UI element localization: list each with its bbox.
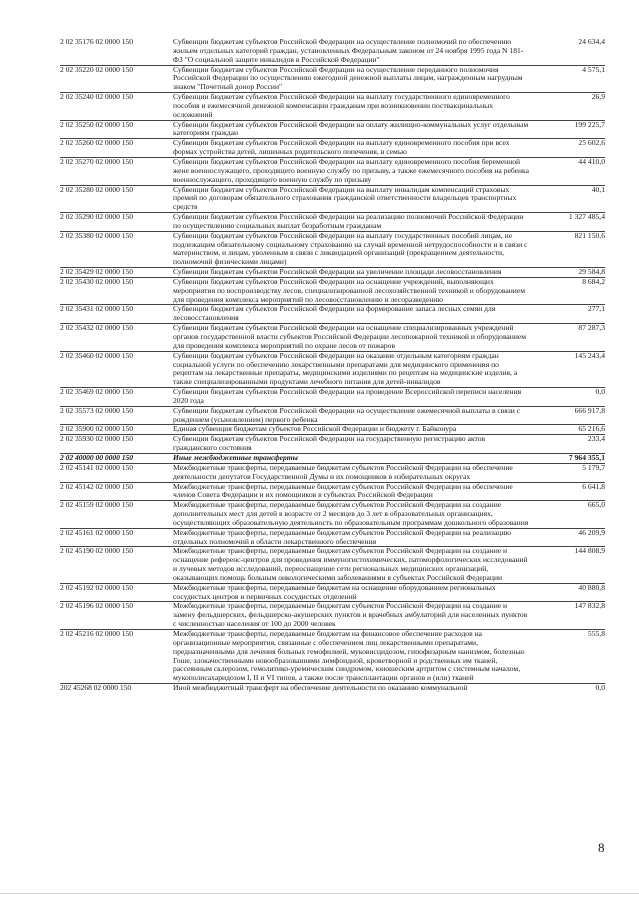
description-cell: Субвенции бюджетам субъектов Российской Федерации на проведение Всероссийской переписи населения 2020 года <box>173 388 530 407</box>
amount-cell: 7 964 355,1 <box>530 453 605 463</box>
table-row <box>60 435 605 454</box>
budget-code-cell: 2 02 35429 02 0000 150 <box>60 268 173 278</box>
table-row <box>60 324 605 352</box>
table-row <box>60 93 605 121</box>
budget-code-cell: 2 02 45142 02 0000 150 <box>60 482 173 501</box>
description-cell: Субвенции бюджетам субъектов Российской Федерации на выплату государственных пособий лицам, не подлежащим обязательному социальному страхованию на случай временной нетрудоспособности и в связи с материнством, и лицам, уволенным в связи с ликвидацией организаций (прекращением деятельности, полномочий физическими лицами) <box>173 231 530 267</box>
amount-cell: 144 808,9 <box>530 547 605 583</box>
description-cell: Субвенции бюджетам субъектов Российской Федерации на оснащение учреждений, выполняющих мероприятия по воспроизводству лесов, специализированной лесохозяйственной техникой и оборудованием для проведения комплекса мероприятий по лесовосстановлению и лесоразведению <box>173 277 530 305</box>
footer-divider <box>0 893 639 894</box>
description-cell: Субвенции бюджетам субъектов Российской Федерации на увеличение площади лесовосстановления <box>173 268 530 278</box>
table-row <box>60 547 605 583</box>
budget-code-cell: 2 02 35380 02 0000 150 <box>60 231 173 267</box>
budget-code-cell: 2 02 35430 02 0000 150 <box>60 277 173 305</box>
description-cell: Субвенции бюджетам субъектов Российской Федерации на оснащение специализированных учреждений органов государственной власти субъектов Российской Федерации лесопожарной техникой и оборудованием для проведения комплекса мероприятий по охране лесов от пожаров <box>173 324 530 352</box>
amount-cell: 5 179,7 <box>530 463 605 482</box>
description-cell: Субвенции бюджетам субъектов Российской Федерации на осуществление переданного полномочия Российской Федерации по осуществлению ежегодной денежной выплаты лицам, награжденным нагрудным знаком "Почетный донор России" <box>173 65 530 93</box>
description-cell: Межбюджетные трансферты, передаваемые бюджетам на оснащение оборудованием региональных сосудистых центров и первичных сосудистых отделений <box>173 583 530 602</box>
amount-cell: 29 584,8 <box>530 268 605 278</box>
table-row <box>60 630 605 684</box>
budget-code-cell: 2 02 45141 02 0000 150 <box>60 463 173 482</box>
budget-code-cell: 2 02 35573 02 0000 150 <box>60 406 173 425</box>
table-row <box>60 231 605 267</box>
amount-cell: 40,1 <box>530 185 605 213</box>
description-cell: Субвенции бюджетам субъектов Российской Федерации на формирование запаса лесных семян для лесовосстановления <box>173 305 530 324</box>
amount-cell: 46 209,9 <box>530 528 605 547</box>
amount-cell: 87 287,3 <box>530 324 605 352</box>
table-row <box>60 406 605 425</box>
budget-code-cell: 2 02 45190 02 0000 150 <box>60 547 173 583</box>
budget-code-cell: 2 02 35250 02 0000 150 <box>60 120 173 139</box>
description-cell: Субвенции бюджетам субъектов Российской Федерации на выплату единовременного пособия при всех формах устройства детей, лишенных родительского попечения, в семью <box>173 139 530 158</box>
description-cell: Единая субвенция бюджетам субъектов Российской Федерации и бюджету г. Байконура <box>173 425 530 435</box>
description-cell: Субвенции бюджетам субъектов Российской Федерации на оплату жилищно-коммунальных услуг отдельным категориям граждан <box>173 119 529 138</box>
table-row <box>60 684 605 693</box>
table-body <box>60 38 605 693</box>
amount-cell: 199 225,7 <box>530 120 605 139</box>
budget-code-cell: 2 02 45159 02 0000 150 <box>60 501 173 529</box>
budget-code-cell: 2 02 35469 02 0000 150 <box>60 388 173 407</box>
description-cell: Субвенции бюджетам субъектов Российской Федерации на выплату государственного единовременного пособия и ежемесячной денежной компенсации гражданам при возникновении поствакцинальных осложнений <box>173 93 530 121</box>
amount-cell: 40 880,8 <box>530 583 605 602</box>
budget-revenue-table <box>60 38 605 693</box>
table-row <box>60 120 605 139</box>
table-row <box>60 482 605 501</box>
amount-cell: 26,9 <box>530 93 605 121</box>
budget-code-cell: 2 02 35176 02 0000 150 <box>60 37 133 46</box>
description-cell: Субвенции бюджетам субъектов Российской Федерации на осуществление полномочий по обеспечению жильем отдельных категорий граждан, установленных Федеральным законом от 24 ноября 1995 года N 181-ФЗ "О социальной защите инвалидов в Российской Федерации" <box>173 37 524 64</box>
budget-code-cell: 2 02 45161 02 0000 150 <box>60 528 173 547</box>
description-cell: Межбюджетные трансферты, передаваемые бюджетам субъектов Российской Федерации на реализацию отдельных полномочий в области лекарственного обеспечения <box>173 528 530 547</box>
description-cell: Межбюджетные трансферты, передаваемые бюджетам субъектов Российской Федерации на создание и оснащение референс-центров для проведения иммуногистохимических, патоморфологических исследований и лучевых методов исследований, переоснащение сети региональных медицинских организаций, оказывающих помощь больным онкологическими заболеваниями в субъектах Российской Федерации <box>173 547 530 583</box>
description-cell: Иной межбюджетный трансферт на обеспечение деятельности по оказанию коммунальной <box>173 684 530 693</box>
budget-code-cell: 2 02 35290 02 0000 150 <box>60 213 173 232</box>
budget-code-cell: 2 02 35280 02 0000 150 <box>60 185 173 213</box>
description-cell: Межбюджетные трансферты, передаваемые бюджетам субъектов Российской Федерации на обеспечение деятельности депутатов Государственной Думы и их помощников в избирательных округах <box>173 463 530 482</box>
amount-cell: 1 327 485,4 <box>530 213 605 232</box>
budget-code-cell: 2 02 35220 02 0000 150 <box>60 65 173 93</box>
budget-code-cell: 2 02 35930 02 0000 150 <box>60 435 173 454</box>
description-cell: Субвенции бюджетам субъектов Российской Федерации на государственную регистрацию актов гражданского состояния <box>173 435 530 454</box>
description-cell: Межбюджетные трансферты, передаваемые бюджетам на финансовое обеспечение расходов на организационные мероприятия, связанные с обеспечением лиц лекарственными препаратами, предназначенными для лечения больных гемофилией, муковисцидозом, гипофизарным нанизмом, болезнью Гоше, злокачественными новообразованиями лимфоидной, кроветворной и родственных им тканей, рассеянным склерозом, гемолитико-уремическим синдромом, юношеским артритом с системным началом, мукополисахаридозом I, II и VI типов, а также после трансплантации органов и (или) тканей <box>173 630 530 684</box>
amount-cell: 233,4 <box>530 435 605 454</box>
budget-code-cell: 2 02 35240 02 0000 150 <box>60 93 173 121</box>
table-row <box>60 501 605 529</box>
table-row <box>60 351 605 387</box>
description-cell: Межбюджетные трансферты, передаваемые бюджетам субъектов Российской Федерации на создание дополнительных мест для детей в возрасте от 2 месяцев до 3 лет в образовательных организациях, осуществляющих образовательную деятельность по образовательным программам дошкольного образования <box>173 500 529 527</box>
budget-code-cell: 2 02 35432 02 0000 150 <box>60 324 173 352</box>
amount-cell: 145 243,4 <box>530 351 605 387</box>
amount-cell: 555,8 <box>530 630 605 684</box>
budget-code-cell: 2 02 35900 02 0000 150 <box>60 425 173 435</box>
table-row <box>60 185 605 213</box>
amount-cell: 65 216,6 <box>530 425 605 435</box>
amount-cell: 821 150,6 <box>530 231 605 267</box>
amount-cell: 8 684,2 <box>530 277 605 305</box>
budget-code-cell: 2 02 35270 02 0000 150 <box>60 157 173 185</box>
budget-code-cell: 2 02 45216 02 0000 150 <box>60 630 173 684</box>
amount-cell: 665,0 <box>530 501 605 529</box>
amount-cell: 4 575,1 <box>530 65 605 93</box>
amount-cell: 277,1 <box>530 305 605 324</box>
amount-cell: 0,0 <box>530 684 605 693</box>
description-cell: Субвенции бюджетам субъектов Российской Федерации на реализацию полномочий Российской Федерации по осуществлению социальных выплат безработным гражданам <box>173 213 530 232</box>
amount-cell: 0,0 <box>530 388 605 407</box>
description-cell: Межбюджетные трансферты, передаваемые бюджетам субъектов Российской Федерации на обеспечение членов Совета Федерации и их помощников в субъектах Российской Федерации <box>173 482 530 501</box>
amount-cell: 44 410,0 <box>530 157 605 185</box>
amount-cell: 6 641,8 <box>530 482 605 501</box>
table-row <box>60 463 605 482</box>
table-row <box>60 388 605 407</box>
table-row <box>60 139 605 158</box>
budget-code-cell: 2 02 45192 02 0000 150 <box>60 583 173 602</box>
budget-code-cell: 2 02 40000 00 0000 150 <box>60 453 173 463</box>
table-row <box>60 38 605 65</box>
budget-code-cell: 2 02 45196 02 0000 150 <box>60 602 173 630</box>
table-row <box>60 583 605 602</box>
table-row <box>60 65 605 93</box>
budget-code-cell: 2 02 35431 02 0000 150 <box>60 305 173 324</box>
table-row <box>60 305 605 324</box>
amount-cell: 25 602,6 <box>530 139 605 158</box>
budget-code-cell: 2 02 35260 02 0000 150 <box>60 139 173 158</box>
table-row <box>60 157 605 185</box>
amount-cell: 24 634,4 <box>578 37 605 46</box>
table-row <box>60 528 605 547</box>
table-row <box>60 453 605 463</box>
table-row <box>60 268 605 278</box>
budget-code-cell: 202 45268 02 0000 150 <box>60 684 173 693</box>
table-row <box>60 602 605 630</box>
description-cell: Субвенции бюджетам субъектов Российской Федерации на осуществление ежемесячной выплаты в связи с рождением (усыновлением) первого ребенка <box>173 406 530 425</box>
budget-code-cell: 2 02 35460 02 0000 150 <box>60 351 173 387</box>
table-row <box>60 277 605 305</box>
amount-cell: 666 917,8 <box>530 406 605 425</box>
description-cell: Субвенции бюджетам субъектов Российской Федерации на оказание отдельным категориям граждан социальной услуги по обеспечению лекарственными препаратами для медицинского применения по рецептам на лекарственные препараты, медицинскими изделиями по рецептам на медицинские изделия, а также специализированными продуктами лечебного питания для детей-инвалидов <box>173 351 530 387</box>
description-cell: Межбюджетные трансферты, передаваемые бюджетам субъектов Российской Федерации на создание и замену фельдшерских, фельдшерско-акушерских пунктов и врачебных амбулаторий для населенных пунктов с численностью населения от 100 до 2000 человек <box>173 602 530 630</box>
description-cell: Субвенции бюджетам субъектов Российской Федерации на выплату единовременного пособия беременной жене военнослужащего, проходящего военную службу по призыву, а также ежемесячного пособия на ребенка военнослужащего, проходящего военную службу по призыву <box>173 156 529 184</box>
amount-cell: 147 832,8 <box>530 602 605 630</box>
page-number: 8 <box>598 840 605 855</box>
description-cell: Иные межбюджетные трансферты <box>173 453 530 463</box>
table-row <box>60 213 605 232</box>
description-cell: Субвенции бюджетам субъектов Российской Федерации на выплату инвалидам компенсаций страховых премий по договорам обязательного страхования гражданской ответственности владельцев транспортных средств <box>173 185 530 213</box>
